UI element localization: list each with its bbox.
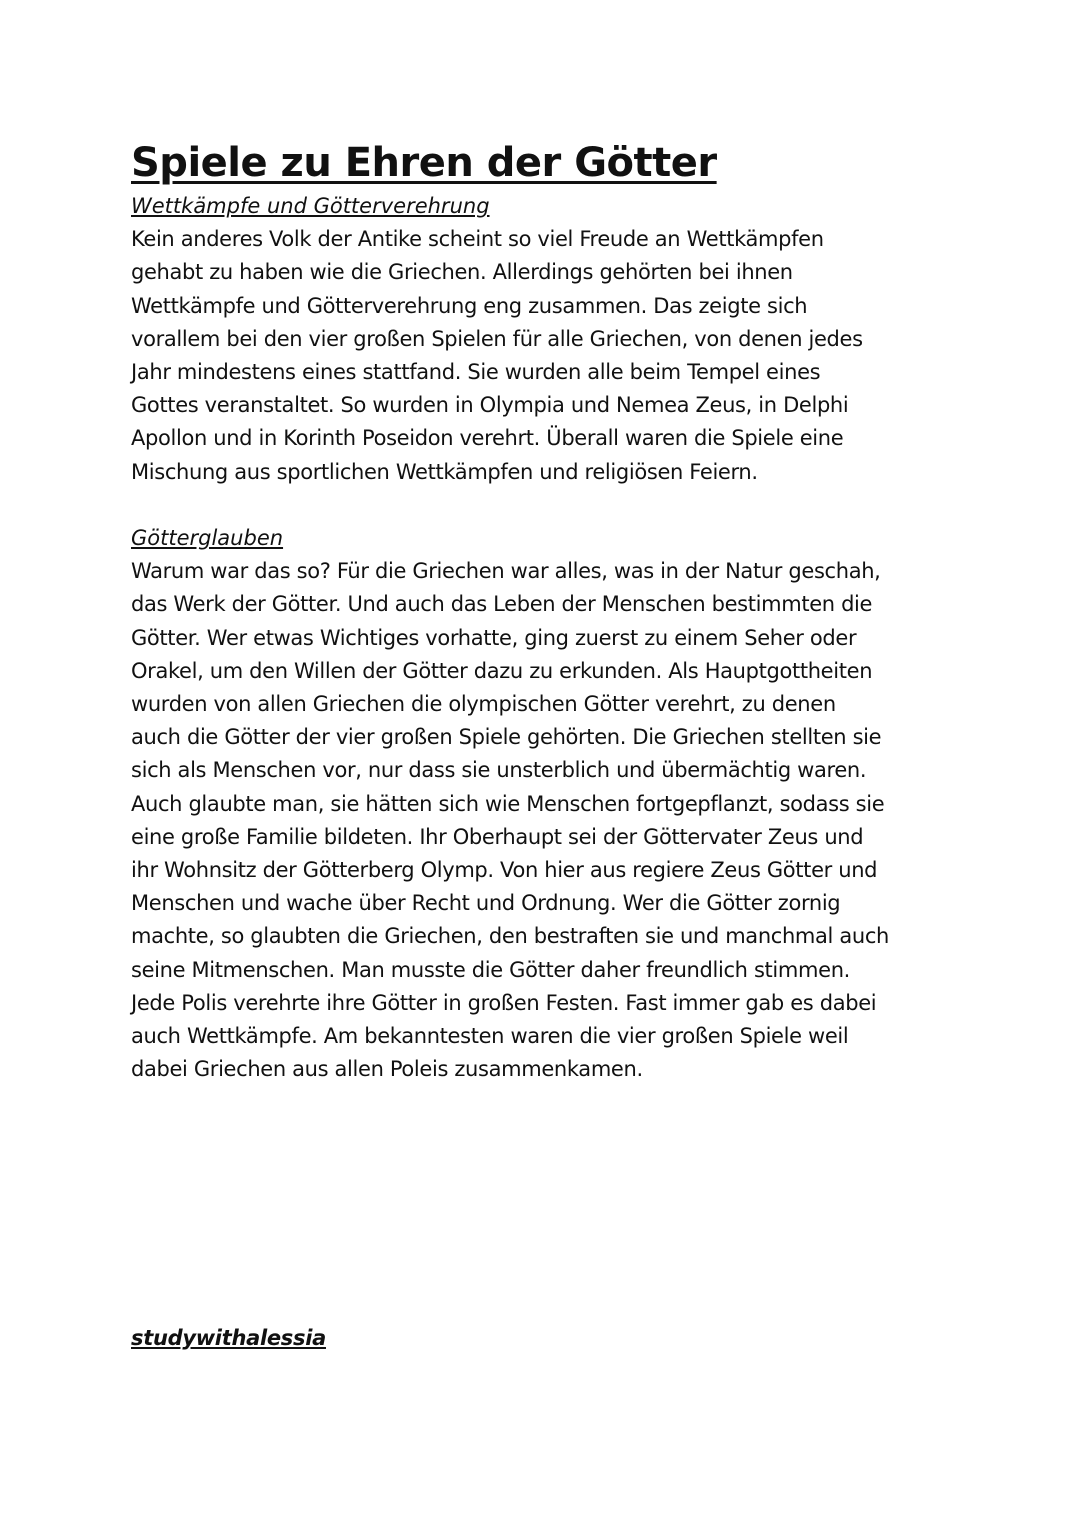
author-signature: studywithalessia (131, 1326, 326, 1350)
text-line: das Werk der Götter. Und auch das Leben der Menschen bestimmten die (131, 592, 873, 617)
text-line: dabei Griechen aus allen Poleis zusammenkamen. (131, 1057, 643, 1082)
text-line: Jahr mindestens eines stattfand. Sie wurden alle beim Tempel eines (131, 360, 821, 385)
text-line: Orakel, um den Willen der Götter dazu zu erkunden. Als Hauptgottheiten (131, 658, 873, 683)
text-line: seine Mitmenschen. Man musste die Götter daher freundlich stimmen. (131, 957, 850, 982)
document-content (131, 136, 961, 1086)
text-line: ihr Wohnsitz der Götterberg Olymp. Von hier aus regiere Zeus Götter und (131, 858, 878, 883)
paragraph-spacer (131, 489, 961, 522)
text-line: Mischung aus sportlichen Wettkämpfen und religiösen Feiern. (131, 459, 758, 484)
text-line: Kein anderes Volk der Antike scheint so viel Freude an Wettkämpfen (131, 227, 824, 252)
text-line: sich als Menschen vor, nur dass sie unsterblich und übermächtig waren. (131, 758, 867, 783)
section-body-goetterglauben (131, 555, 961, 1086)
text-line: auch Wettkämpfe. Am bekanntesten waren die vier großen Spiele weil (131, 1024, 849, 1049)
text-line: Apollon und in Korinth Poseidon verehrt. Überall waren die Spiele eine (131, 426, 844, 451)
text-line: machte, so glaubten die Griechen, den bestraften sie und manchmal auch (131, 924, 889, 949)
text-line: vorallem bei den vier großen Spielen für alle Griechen, von denen jedes (131, 326, 863, 351)
section-heading-wettkaempfe: Wettkämpfe und Götterverehrung (131, 194, 490, 218)
text-line: wurden von allen Griechen die olympischen Götter verehrt, zu denen (131, 692, 836, 717)
text-line: Wettkämpfe und Götterverehrung eng zusammen. Das zeigte sich (131, 293, 808, 318)
text-line: eine große Familie bildeten. Ihr Oberhaupt sei der Göttervater Zeus und (131, 824, 864, 849)
page-title: Spiele zu Ehren der Götter (131, 140, 717, 186)
text-line: Warum war das so? Für die Griechen war alles, was in der Natur geschah, (131, 559, 881, 584)
text-line: auch die Götter der vier großen Spiele gehörten. Die Griechen stellten sie (131, 725, 882, 750)
section-heading-goetterglauben: Götterglauben (131, 526, 284, 551)
text-line: Auch glaubte man, sie hätten sich wie Menschen fortgepflanzt, sodass sie (131, 791, 885, 816)
text-line: Menschen und wache über Recht und Ordnung. Wer die Götter zornig (131, 891, 841, 916)
text-line: gehabt zu haben wie die Griechen. Allerdings gehörten bei ihnen (131, 260, 793, 285)
text-line: Gottes veranstaltet. So wurden in Olympia und Nemea Zeus, in Delphi (131, 393, 849, 418)
section-body-wettkaempfe (131, 223, 961, 489)
text-line: Jede Polis verehrte ihre Götter in großen Festen. Fast immer gab es dabei (131, 990, 877, 1015)
text-line: Götter. Wer etwas Wichtiges vorhatte, ging zuerst zu einem Seher oder (131, 625, 857, 650)
